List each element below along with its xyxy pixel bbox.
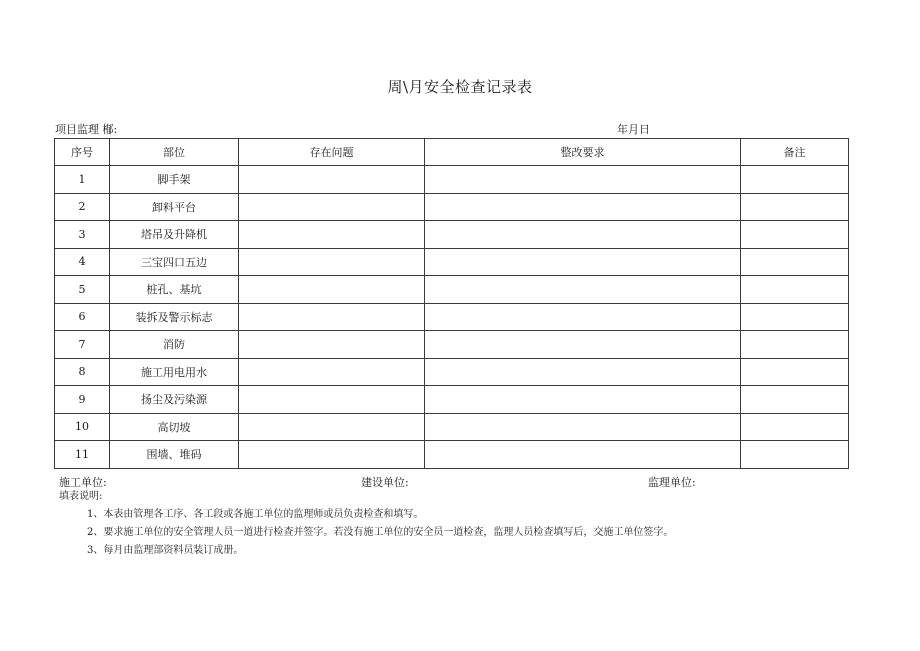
requirements-cell[interactable] [425, 413, 741, 441]
requirements-cell[interactable] [425, 358, 741, 386]
row-location: 塔吊及升降机 [110, 221, 239, 249]
row-location: 消防 [110, 331, 239, 359]
building-unit-label: 建设单位: [361, 476, 409, 489]
header-location: 部位 [110, 139, 239, 166]
table-row [55, 441, 849, 469]
requirements-cell[interactable] [425, 386, 741, 414]
remarks-cell[interactable] [741, 221, 849, 249]
table-row [55, 331, 849, 359]
row-serial-number: 10 [55, 413, 110, 441]
row-serial-number: 9 [55, 386, 110, 414]
row-serial-number: 8 [55, 358, 110, 386]
issues-cell[interactable] [239, 358, 425, 386]
table-row [55, 358, 849, 386]
requirements-cell[interactable] [425, 303, 741, 331]
remarks-cell[interactable] [741, 193, 849, 221]
issues-cell[interactable] [239, 166, 425, 194]
instructions-section [59, 488, 673, 560]
requirements-cell[interactable] [425, 193, 741, 221]
table-row [55, 193, 849, 221]
supervision-unit-label: 监理单位: [648, 476, 696, 489]
remarks-cell[interactable] [741, 386, 849, 414]
issues-cell[interactable] [239, 303, 425, 331]
remarks-cell[interactable] [741, 413, 849, 441]
row-location: 桩孔、基坑 [110, 276, 239, 304]
table-row [55, 303, 849, 331]
table-row [55, 386, 849, 414]
table-row [55, 276, 849, 304]
instruction-item: 1、本表由管理各工序、各工段或各施工单位的监理师或员负责检查和填写。 [87, 509, 424, 520]
table-row [55, 166, 849, 194]
row-location: 施工用电用水 [110, 358, 239, 386]
table-header-row [55, 139, 849, 166]
requirements-cell[interactable] [425, 221, 741, 249]
remarks-cell[interactable] [741, 276, 849, 304]
table-row [55, 248, 849, 276]
inspection-table [54, 138, 849, 469]
issues-cell[interactable] [239, 193, 425, 221]
issues-cell[interactable] [239, 441, 425, 469]
issues-cell[interactable] [239, 331, 425, 359]
remarks-cell[interactable] [741, 166, 849, 194]
row-serial-number: 3 [55, 221, 110, 249]
row-location: 高切坡 [110, 413, 239, 441]
requirements-cell[interactable] [425, 276, 741, 304]
table-row [55, 221, 849, 249]
remarks-cell[interactable] [741, 441, 849, 469]
header-rectification-requirements: 整改要求 [425, 139, 741, 166]
remarks-cell[interactable] [741, 248, 849, 276]
row-location: 围墙、堆码 [110, 441, 239, 469]
row-location: 脚手架 [110, 166, 239, 194]
signature-line [59, 474, 819, 488]
header-remarks: 备注 [741, 139, 849, 166]
remarks-cell[interactable] [741, 358, 849, 386]
row-serial-number: 2 [55, 193, 110, 221]
instruction-item: 2、要求施工单位的安全管理人员一道进行检查并签字。若没有施工单位的安全员一道检查，监理人员检查填写后，交施工单位签字。 [87, 527, 674, 538]
instructions-heading: 填表说明: [59, 491, 103, 502]
document-title: 周\月安全检查记录表 [387, 78, 533, 96]
issues-cell[interactable] [239, 221, 425, 249]
row-serial-number: 7 [55, 331, 110, 359]
row-serial-number: 11 [55, 441, 110, 469]
instruction-item: 3、每月由监理部资料员装订成册。 [87, 545, 244, 556]
header-serial-number: 序号 [55, 139, 110, 166]
issues-cell[interactable] [239, 248, 425, 276]
remarks-cell[interactable] [741, 331, 849, 359]
requirements-cell[interactable] [425, 166, 741, 194]
row-location: 三宝四口五边 [110, 248, 239, 276]
requirements-cell[interactable] [425, 331, 741, 359]
requirements-cell[interactable] [425, 441, 741, 469]
remarks-cell[interactable] [741, 303, 849, 331]
row-location: 卸料平台 [110, 193, 239, 221]
row-location: 扬尘及污染源 [110, 386, 239, 414]
project-label: 项目监理 㮋: [55, 123, 118, 136]
issues-cell[interactable] [239, 386, 425, 414]
date-label: 年月日 [617, 123, 650, 136]
row-serial-number: 4 [55, 248, 110, 276]
issues-cell[interactable] [239, 276, 425, 304]
header-existing-issues: 存在问题 [239, 139, 425, 166]
construction-unit-label: 施工单位: [59, 476, 107, 489]
issues-cell[interactable] [239, 413, 425, 441]
row-serial-number: 1 [55, 166, 110, 194]
requirements-cell[interactable] [425, 248, 741, 276]
row-serial-number: 5 [55, 276, 110, 304]
table-row [55, 413, 849, 441]
row-serial-number: 6 [55, 303, 110, 331]
row-location: 装拆及警示标志 [110, 303, 239, 331]
